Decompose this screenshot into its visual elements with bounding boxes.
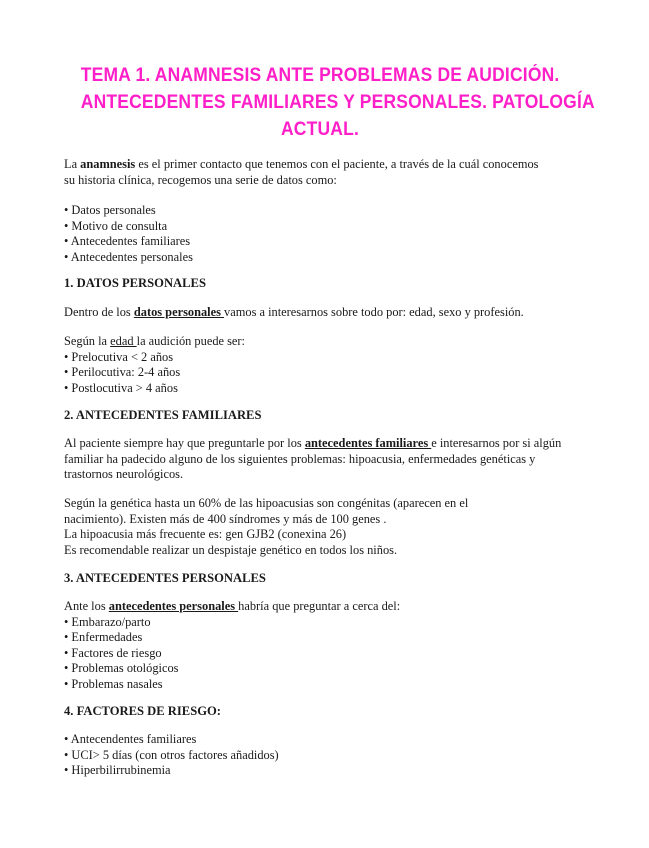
title-line-2: ANTECEDENTES FAMILIARES Y PERSONALES. PATOLOGÍA: [80, 92, 595, 113]
list-item: • Antecendentes familiares: [64, 732, 197, 746]
intro-list: [64, 203, 193, 265]
section-2-paragraph-2: Según la genética hasta un 60% de las hipoacusias son congénitas (aparecen en el nacimiento). Existen más de 400 síndromes y más de 100 genes . La hipoacusia más frecuente es: gen GJB2 (conexina 26) Es recomendable realizar un despistaje genético en todos los niños.: [64, 496, 469, 557]
intro-paragraph: La anamnesis es el primer contacto que tenemos con el paciente, a través de la cuál conocemos su historia clínica, recogemos una serie de datos como:: [64, 157, 539, 187]
section-4-list: [64, 732, 279, 779]
list-item: • Postlocutiva > 4 años: [64, 380, 178, 395]
document-title: [80, 62, 595, 143]
section-1-heading: 1. DATOS PERSONALES: [64, 276, 206, 290]
section-2-paragraph-1: Al paciente siempre hay que preguntarle por los antecedentes familiares e interesarnos por si algún familiar ha padecido alguno de los siguientes problemas: hipoacusia, enfermedades genéticas y trastornos neurológicos.: [64, 436, 562, 482]
list-item: • Problemas nasales: [64, 676, 163, 691]
list-item: • Embarazo/parto: [64, 614, 151, 629]
list-item: • Antecedentes personales: [64, 249, 193, 264]
section-3-list: Ante los antecedentes personales habría que preguntar a cerca del: • Embarazo/parto • Enfermedades • Factores de riesgo • Problemas otológicos • Problemas nasales: [64, 599, 401, 691]
section-4-heading: 4. FACTORES DE RIESGO:: [64, 704, 221, 718]
title-line-1: TEMA 1. ANAMNESIS ANTE PROBLEMAS DE AUDICIÓN.: [80, 65, 560, 86]
list-item: • Factores de riesgo: [64, 645, 162, 660]
section-1-ages: Según la edad la audición puede ser: • Prelocutiva < 2 años • Perilocutiva: 2-4 años • Postlocutiva > 4 años: [64, 334, 246, 395]
list-item: • Hiperbilirrubinemia: [64, 763, 171, 778]
list-item: • Datos personales: [64, 203, 156, 217]
section-3-heading: 3. ANTECEDENTES PERSONALES: [64, 571, 266, 585]
title-line-3: ACTUAL.: [281, 119, 359, 140]
anamnesis-term: anamnesis: [80, 157, 136, 171]
list-item: • Problemas otológicos: [64, 661, 179, 676]
section-2-heading: 2. ANTECEDENTES FAMILIARES: [64, 408, 262, 422]
list-item: • Prelocutiva < 2 años: [64, 349, 174, 364]
list-item: • Antecedentes familiares: [64, 234, 191, 249]
section-1-paragraph: Dentro de los datos personales vamos a interesarnos sobre todo por: edad, sexo y profesión.: [64, 305, 524, 319]
list-item: • Perilocutiva: 2-4 años: [64, 365, 181, 380]
list-item: • Enfermedades: [64, 630, 143, 645]
list-item: • UCI> 5 días (con otros factores añadidos): [64, 747, 279, 762]
list-item: • Motivo de consulta: [64, 218, 168, 233]
